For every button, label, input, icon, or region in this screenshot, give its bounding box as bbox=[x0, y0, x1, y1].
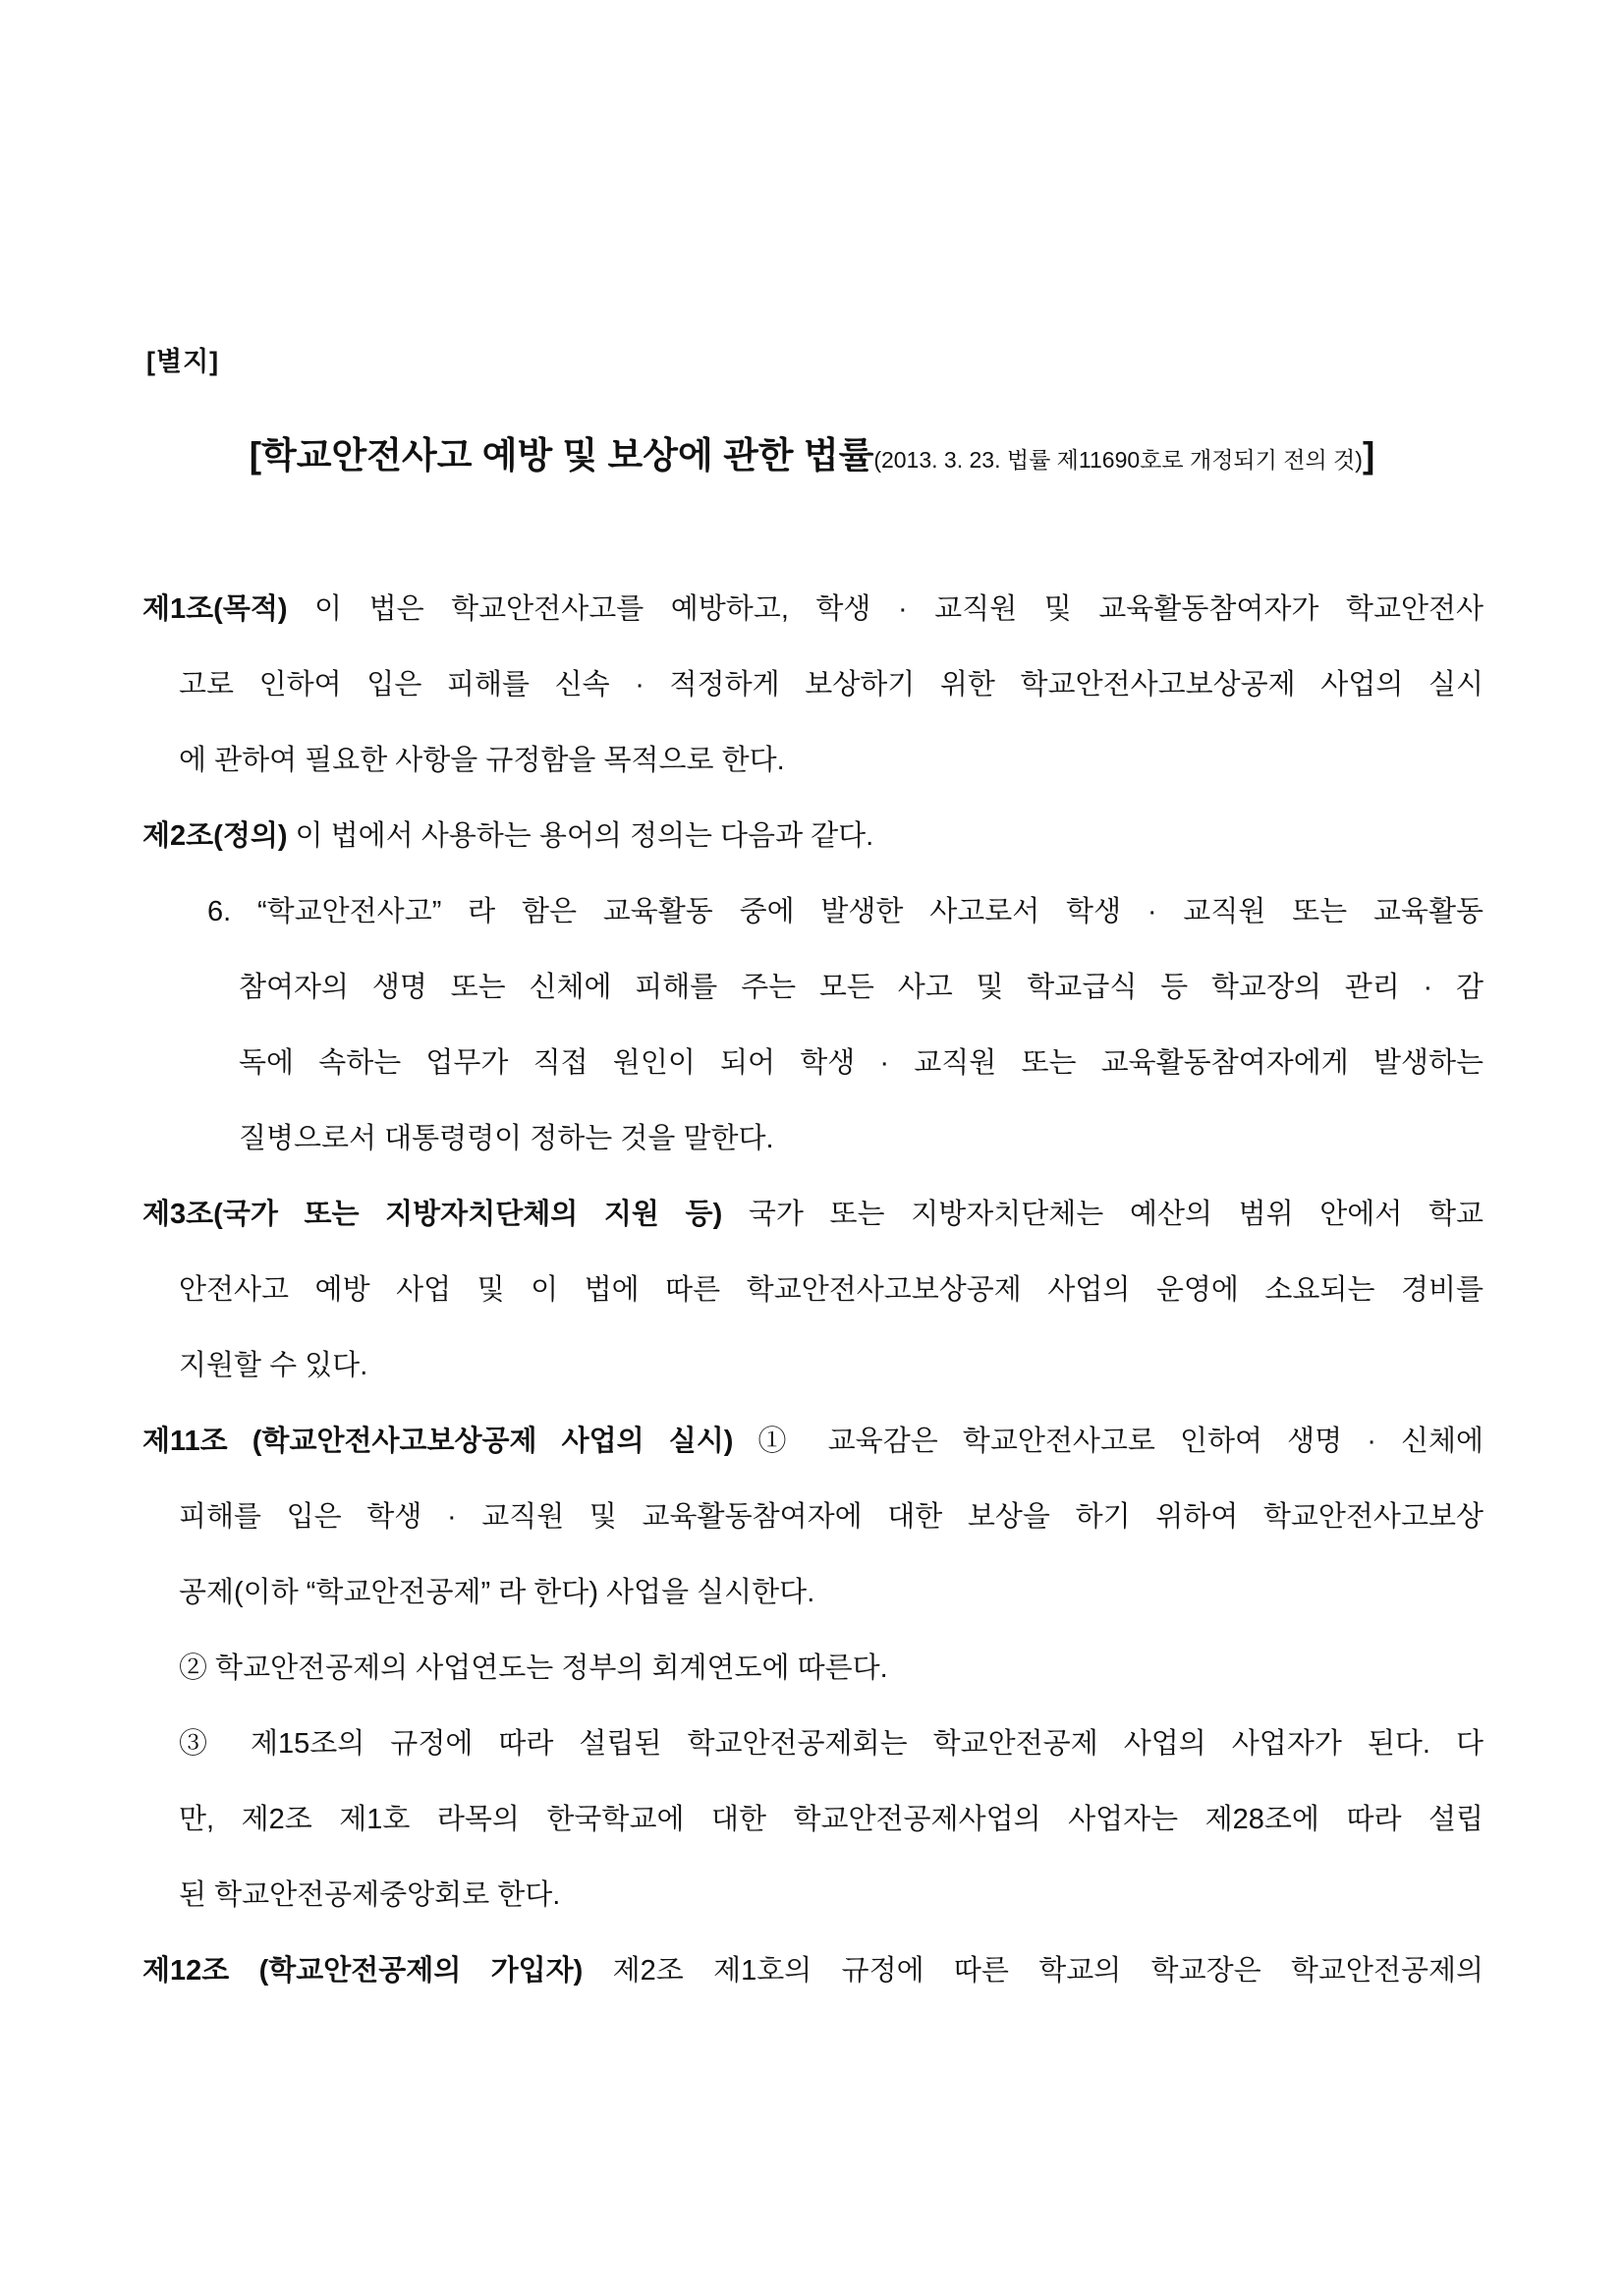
text-line bbox=[239, 950, 1484, 1026]
line-text: 에 관하여 필요한 사항을 규정함을 목적으로 한다. bbox=[179, 745, 785, 776]
line-text: 지원할 수 있다. bbox=[179, 1350, 368, 1381]
attachment-label: [별지] bbox=[146, 347, 220, 376]
body-text bbox=[142, 572, 1484, 2009]
article-heading: 제2조(정의) bbox=[142, 820, 288, 852]
text-line bbox=[207, 874, 1484, 950]
text-line bbox=[179, 1707, 1484, 1782]
line-text: 이 법에서 사용하는 용어의 정의는 다음과 같다. bbox=[287, 820, 874, 852]
line-text: 참여자의 생명 또는 신체에 피해를 주는 모든 사고 및 학교급식 등 학교장의 관리 · 감 bbox=[239, 972, 1484, 1003]
text-line bbox=[142, 572, 1484, 647]
text-line bbox=[142, 1177, 1484, 1253]
article-heading: 제12조 (학교안전공제의 가입자) bbox=[142, 1955, 584, 1987]
line-text: 공제(이하 “학교안전공제” 라 한다) 사업을 실시한다. bbox=[179, 1577, 815, 1608]
document-title-close-bracket: ] bbox=[1362, 435, 1375, 476]
line-text: 된 학교안전공제중앙회로 한다. bbox=[179, 1879, 561, 1911]
text-line bbox=[179, 1328, 1484, 1404]
line-text: ② 학교안전공제의 사업연도는 정부의 회계연도에 따른다. bbox=[179, 1652, 888, 1684]
text-line bbox=[179, 1782, 1484, 1858]
line-text: 만, 제2조 제1호 라목의 한국학교에 대한 학교안전공제사업의 사업자는 제28조에 따라 설립 bbox=[179, 1804, 1484, 1835]
line-text: 이 법은 학교안전사고를 예방하고, 학생 · 교직원 및 교육활동참여자가 학교안전사 bbox=[287, 593, 1484, 625]
text-line bbox=[179, 1480, 1484, 1555]
article-heading: 제3조(국가 또는 지방자치단체의 지원 등) bbox=[142, 1199, 723, 1230]
text-line bbox=[179, 1253, 1484, 1328]
text-line bbox=[142, 1933, 1484, 2009]
line-text: 독에 속하는 업무가 직접 원인이 되어 학생 · 교직원 또는 교육활동참여자에게 발생하는 bbox=[239, 1047, 1484, 1079]
text-line bbox=[179, 1858, 1484, 1933]
line-text: 피해를 입은 학생 · 교직원 및 교육활동참여자에 대한 보상을 하기 위하여 학교안전사고보상 bbox=[179, 1501, 1484, 1533]
text-line bbox=[179, 1631, 1484, 1707]
text-line bbox=[239, 1101, 1484, 1177]
line-text: 6. “학교안전사고” 라 함은 교육활동 중에 발생한 사고로서 학생 · 교직원 또는 교육활동 bbox=[207, 896, 1484, 927]
document-title-sub: (2013. 3. 23. 법률 제11690호로 개정되기 전의 것) bbox=[873, 447, 1363, 473]
line-text: ① 교육감은 학교안전사고로 인하여 생명 · 신체에 bbox=[733, 1426, 1484, 1457]
line-text: 안전사고 예방 사업 및 이 법에 따른 학교안전사고보상공제 사업의 운영에 소요되는 경비를 bbox=[179, 1274, 1484, 1306]
article-heading: 제1조(목적) bbox=[142, 593, 288, 625]
text-line bbox=[179, 1555, 1484, 1631]
document-title bbox=[0, 425, 1624, 478]
line-text: ③ 제15조의 규정에 따라 설립된 학교안전공제회는 학교안전공제 사업의 사업자가 된다. 다 bbox=[179, 1728, 1484, 1760]
line-text: 질병으로서 대통령령이 정하는 것을 말한다. bbox=[239, 1123, 774, 1154]
document-title-main: [학교안전사고 예방 및 보상에 관한 법률 bbox=[249, 435, 874, 476]
line-text: 제2조 제1호의 규정에 따른 학교의 학교장은 학교안전공제의 bbox=[583, 1955, 1484, 1987]
text-line bbox=[179, 723, 1484, 799]
text-line bbox=[179, 647, 1484, 723]
text-line bbox=[239, 1026, 1484, 1101]
article-heading: 제11조 (학교안전사고보상공제 사업의 실시) bbox=[142, 1426, 734, 1457]
text-line bbox=[142, 799, 1484, 874]
text-line bbox=[142, 1404, 1484, 1480]
line-text: 고로 인하여 입은 피해를 신속 · 적정하게 보상하기 위한 학교안전사고보상공제 사업의 실시 bbox=[179, 669, 1484, 700]
line-text: 국가 또는 지방자치단체는 예산의 범위 안에서 학교 bbox=[722, 1199, 1484, 1230]
